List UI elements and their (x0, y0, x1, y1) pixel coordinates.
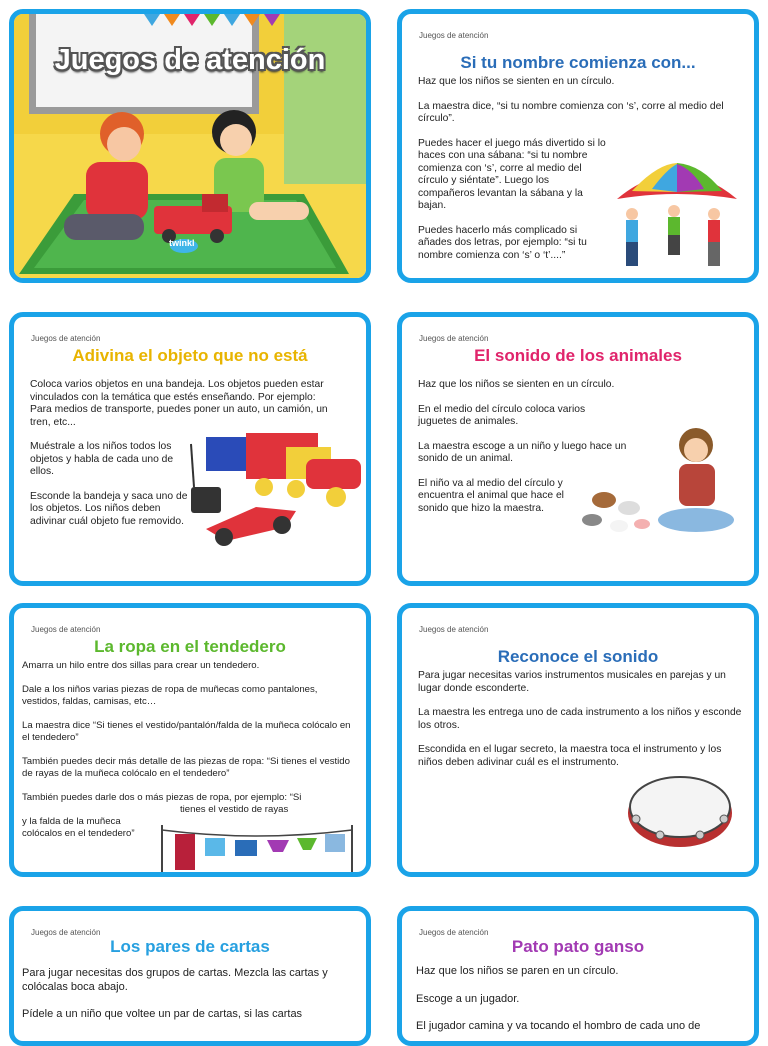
cover-title: Juegos de atención (54, 44, 326, 76)
paragraph: En el medio del círculo coloca varios juguetes de animales. (418, 403, 586, 427)
card-title: Si tu nombre comienza con... (460, 53, 696, 72)
paragraph (22, 792, 357, 816)
twinkl-logo: twinkl (169, 238, 195, 248)
card-title: El sonido de los animales (474, 346, 682, 365)
tambourine-icon (624, 773, 736, 855)
card-si-tu-nombre (397, 9, 759, 283)
parachute-illustration (612, 159, 742, 274)
paragraph: La maestra dice “Si tienes el vestido/pantalón/falda de la muñeca colócalo en el tendedero” (22, 720, 351, 743)
card-sonido-animales (397, 312, 759, 586)
paragraph-part: También puedes darle dos o más piezas de ropa, por ejemplo: “Si (22, 792, 302, 803)
card-title: Pato pato ganso (511, 937, 645, 956)
card-body (22, 660, 357, 840)
cover-card (9, 9, 371, 283)
paragraph: La maestra les entrega uno de cada instrumento a los niños y esconde los otros. (418, 707, 742, 731)
card-pares-cartas (9, 906, 371, 1046)
paragraph: Dale a los niños varias piezas de ropa de muñecas como pantalones, vestidos, faldas, camisas, etc… (22, 684, 318, 707)
card-body (22, 967, 357, 1022)
paragraph-part: tienes el vestido de rayas (180, 804, 289, 815)
paragraph: y la falda de la muñeca colócalos en el tendedero” (22, 816, 135, 839)
card-tag: Juegos de atención (31, 625, 101, 634)
card-body (418, 670, 748, 781)
paragraph: Para jugar necesitas varios instrumentos musicales en parejas y un lugar donde esconderte. (418, 670, 726, 694)
paragraph: También puedes decir más detalle de las piezas de ropa: “Si tienes el vestido de rayas de la muñeca colócalo en el tendedero” (22, 756, 350, 779)
toys-illustration (186, 429, 364, 549)
paragraph: El jugador camina y va tocando el hombro de cada uno de (416, 1020, 701, 1032)
card-ropa-tendedero (9, 603, 371, 877)
paragraph: Muéstrale a los niños todos los objetos y habla de cada uno de ellos. (30, 441, 174, 477)
card-tag: Juegos de atención (31, 334, 101, 343)
card-title: Reconoce el sonido (497, 647, 659, 666)
paragraph: Escondida en el lugar secreto, la maestra toca el instrumento y los niños deben adivinar cuál es el instrumento. (418, 744, 722, 768)
card-adivina-objeto (9, 312, 371, 586)
paragraph: Pídele a un niño que voltee un par de cartas, si las cartas (22, 1008, 303, 1020)
card-title: Adivina el objeto que no está (72, 346, 308, 365)
card-tag: Juegos de atención (31, 928, 101, 937)
paragraph: La maestra dice, “si tu nombre comienza con ‘s’, corre al medio del círculo”. (418, 100, 724, 124)
paragraph: Amarra un hilo entre dos sillas para crear un tendedero. (22, 660, 260, 671)
clothesline-illustration (157, 820, 357, 875)
girl-animals-illustration (574, 420, 744, 550)
card-reconoce-sonido (397, 603, 759, 877)
card-pato-pato-ganso (397, 906, 759, 1046)
card-title: Los pares de cartas (110, 937, 270, 956)
card-tag: Juegos de atención (419, 31, 489, 40)
paragraph: Escoge a un jugador. (416, 992, 520, 1005)
card-title: La ropa en el tendedero (94, 637, 286, 656)
paragraph: Haz que los niños se sienten en un círculo. (418, 379, 615, 390)
paragraph: La maestra escoge a un niño y luego hace un sonido de un animal. (418, 440, 627, 464)
card-tag: Juegos de atención (419, 334, 489, 343)
paragraph: Haz que los niños se paren en un círculo. (416, 965, 619, 977)
paragraph: El niño va al medio del círculo y encuentra el animal que hace el sonido que hizo la maestra. (418, 477, 564, 514)
card-tag: Juegos de atención (419, 928, 489, 937)
paragraph: Para jugar necesitas dos grupos de cartas. Mezcla las cartas y colócalas boca abajo. (22, 967, 328, 993)
paragraph: Puedes hacer el juego más divertido si lo haces con una sábana: “si tu nombre comienza con ‘s’, corre al medio del círculo y siéntate”. Luego los compañeros levantan la sábana y la bajan. (418, 137, 606, 211)
paragraph: Esconde la bandeja y saca uno de los objetos. Los niños deben adivinar cuál objeto fue removido. (30, 490, 188, 527)
paragraph: Puedes hacerlo más complicado si añades dos letras, por ejemplo: “si tu nombre comienza con ‘s’ o ‘t’....” (418, 224, 587, 261)
card-tag: Juegos de atención (419, 625, 489, 634)
paragraph: Haz que los niños se sienten en un círculo. (418, 76, 615, 87)
paragraph: Coloca varios objetos en una bandeja. Los objetos pueden estar vinculados con la temática que estés enseñando. Por ejemplo: Para medios de transporte, puedes poner un auto, un camión, un tren, etc... (30, 379, 328, 428)
card-body (416, 965, 746, 1034)
